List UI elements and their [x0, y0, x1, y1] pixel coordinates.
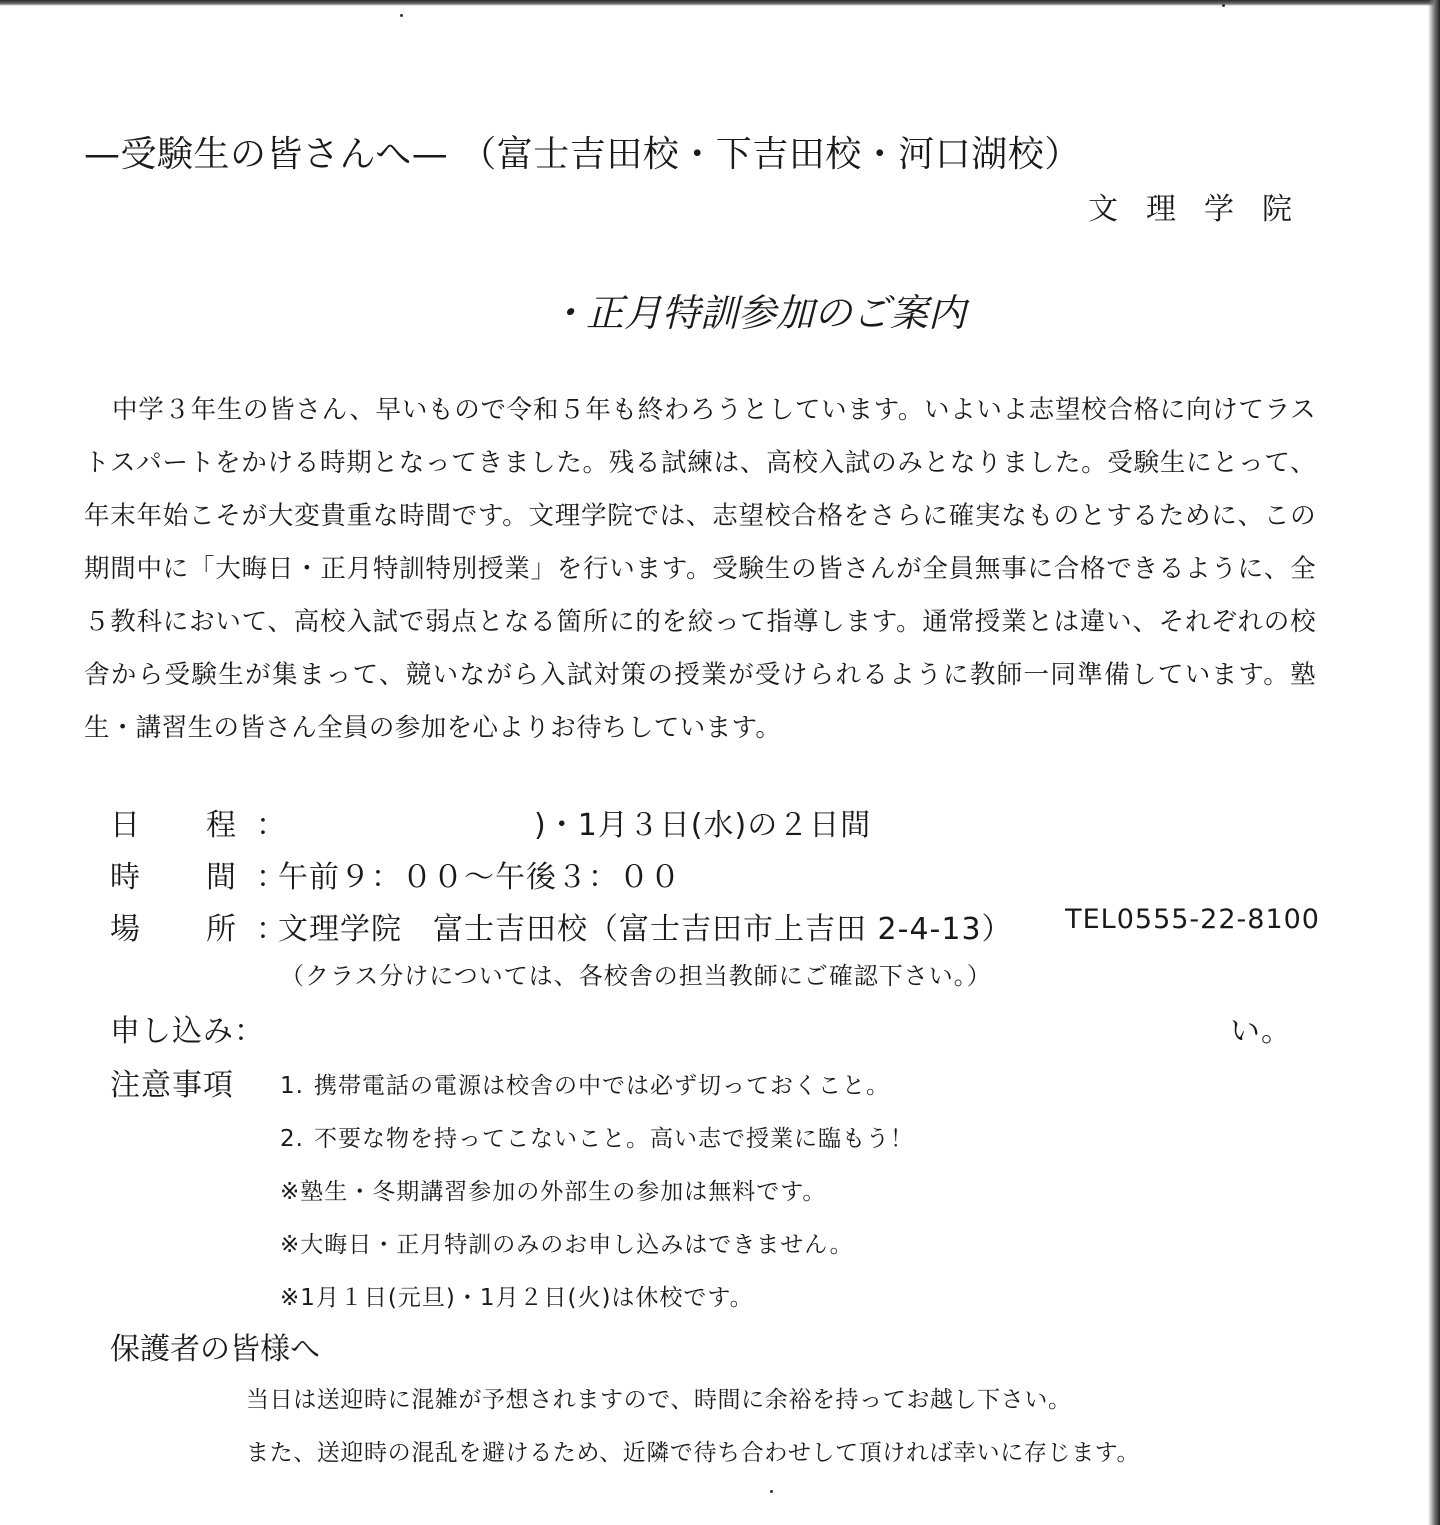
apply-label: 申し込み：	[110, 1014, 265, 1049]
guardian-message	[246, 1374, 1140, 1480]
time-value: 午前９：００～午後３：００	[278, 860, 681, 895]
intro-paragraph: 中学３年生の皆さん、早いもので令和５年も終わろうとしています。いよいよ志望校合格に向けてラストスパートをかける時期となってきました。残る試練は、高校入試のみとなりました。受験生にとって、年末年始こそが大変貴重な時間です。文理学院では、志望校合格をさらに確実なものとするために、この期間中に「大晦日・正月特訓特別授業」を行います。受験生の皆さんが全員無事に合格できるように、全５教科において、高校入試で弱点となる箇所に的を絞って指導します。通常授業とは違い、それぞれの校舎から受験生が集まって、競いながら入試対策の授業が受けられるように教師一同準備しています。塾生・講習生の皆さん全員の参加を心よりお待ちしています。	[84, 395, 1316, 743]
time-label-first: 時	[110, 860, 141, 895]
organization-name: 文理学院	[1088, 192, 1320, 227]
place-row	[110, 904, 1320, 956]
scan-speck	[1222, 4, 1225, 7]
place-value: 文理学院 富士吉田校（富士吉田市上吉田 2-4-13）	[278, 912, 1013, 947]
place-colon: ：	[256, 912, 287, 947]
caution-item-text: ※塾生・冬期講習参加の外部生の参加は無料です。	[280, 1179, 827, 1205]
caution-item	[280, 1113, 914, 1166]
time-row	[110, 852, 1320, 904]
page-title: ・正月特訓参加のご案内	[548, 291, 967, 335]
caution-item-text: 不要な物を持ってこないこと。高い志で授業に臨もう！	[314, 1126, 914, 1152]
apply-tail: い。	[1230, 1014, 1292, 1049]
caution-item-number: 2.	[280, 1126, 304, 1152]
caution-item-text: 携帯電話の電源は校舎の中では必ず切っておくこと。	[314, 1073, 890, 1099]
caution-item	[280, 1272, 914, 1325]
scan-speck	[400, 14, 403, 17]
caution-row	[110, 1060, 1320, 1330]
schedule-label-second: 程	[206, 808, 237, 843]
scan-edge-right	[1428, 0, 1440, 1525]
caution-item	[280, 1166, 914, 1219]
guardian-line: また、送迎時の混乱を避けるため、近隣で待ち合わせして頂ければ幸いに存じます。	[246, 1440, 1141, 1466]
schedule-row	[110, 800, 1320, 852]
scan-speck	[770, 1490, 773, 1493]
caution-item	[280, 1219, 914, 1272]
place-label-second: 所	[206, 912, 237, 947]
phone-number: TEL0555-22-8100	[1065, 904, 1320, 935]
caution-item-text: ※1月１日(元旦)・1月２日(火)は休校です。	[280, 1285, 754, 1311]
caution-item-text: ※大晦日・正月特訓のみのお申し込みはできません。	[280, 1232, 854, 1258]
guardian-line: 当日は送迎時に混雑が予想されますので、時間に余裕を持ってお越し下さい。	[246, 1387, 1072, 1413]
header-title: —受験生の皆さんへ— （富士吉田校・下吉田校・河口湖校）	[84, 134, 1081, 175]
place-label-first: 場	[110, 912, 141, 947]
caution-label: 注意事項	[110, 1068, 234, 1103]
schedule-colon: ：	[256, 808, 287, 843]
time-label-second: 間	[206, 860, 237, 895]
caution-list	[280, 1060, 914, 1325]
guardian-heading: 保護者の皆様へ	[110, 1332, 320, 1367]
class-assignment-note: （クラス分けについては、各校舎の担当教師にご確認下さい。）	[280, 962, 992, 990]
event-details	[110, 800, 1320, 1330]
caution-item	[280, 1060, 914, 1113]
schedule-value: )・1月３日(水)の２日間	[534, 808, 872, 843]
apply-row	[110, 1006, 1320, 1060]
time-colon: ：	[256, 860, 287, 895]
place-note-row	[110, 956, 1320, 1006]
caution-item-number: 1.	[280, 1073, 304, 1099]
schedule-label-first: 日	[110, 808, 141, 843]
